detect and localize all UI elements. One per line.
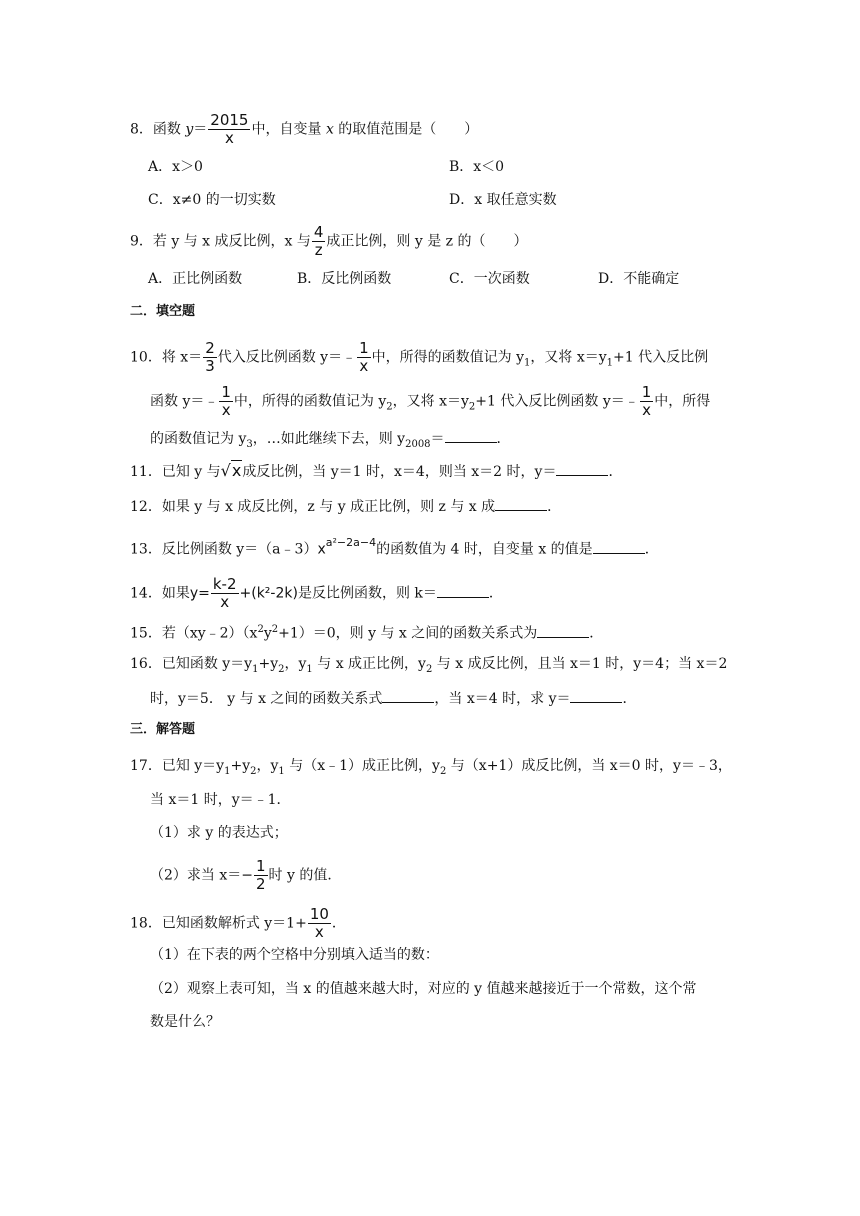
question-18-part-2-line-2: 数是什么？ <box>150 1014 220 1030</box>
fraction: $\frac{2015}{x}$ <box>210 111 249 147</box>
square-root: √x <box>220 461 242 480</box>
question-18-part-2: （2）观察上表可知，当 x 的值越来越大时，对应的 y 值越来越接近于一个常数，这个常 <box>150 981 697 997</box>
option-b: B．x＜0 <box>449 159 505 175</box>
section-heading-fill-in: 二．填空题 <box>130 304 196 319</box>
question-17-part-2: （2）求当 x＝− $\frac{1}{2}$ 时 y 的值． <box>150 857 342 893</box>
question-10-line-2: 函数 y＝﹣ $\frac{1}{x}$ 中，所得的函数值记为 $y_2$，又将 $x=y_2+1$ 代入反比例函数 y＝﹣ $\frac{1}{x}$ 中，所得 <box>150 383 711 419</box>
question-17: 17．已知 $y=y_1+y_2$，$y_1$ 与（x﹣1）成正比例，$y_2$ 与（x+1）成反比例，当 x＝0 时，y＝﹣3， <box>130 758 732 777</box>
answer-blank[interactable] <box>556 461 608 476</box>
question-14: 14．如果y= $\frac{k-2}{x}$ +(k²-2k)是反比例函数，则 k＝ ． <box>130 575 503 611</box>
answer-blank[interactable] <box>537 623 589 638</box>
option-a: A．正比例函数 <box>148 271 243 287</box>
option-c: C．x≠0 的一切实数 <box>148 192 276 208</box>
question-13: 13．反比例函数 $y=(a﹣3)x^{a^2-2a-4}$的函数值为 4 时，自变量 x 的值是 ． <box>130 536 659 558</box>
question-18: 18．已知函数解析式 y＝1+ $\frac{10}{x}$ ． <box>130 905 346 941</box>
option-c: C．一次函数 <box>449 271 530 287</box>
option-b: B．反比例函数 <box>297 271 392 287</box>
question-10-line-3: 的函数值记为 $y_3$，…如此继续下去，则 $y_{2008}=$ ． <box>150 428 511 455</box>
question-15: 15．若$(xy﹣2)(x^2y^2+1)=0$，则 y 与 x 之间的函数关系式为 ． <box>130 624 604 642</box>
answer-blank[interactable] <box>495 496 547 511</box>
question-16-line-2: 时，y＝5． y 与 x 之间的函数关系式 ，当 x＝4 时，求 y＝ ． <box>150 688 636 709</box>
section-heading-answer: 三．解答题 <box>130 722 196 737</box>
answer-blank[interactable] <box>593 539 645 554</box>
question-8: 8．函数 y＝ $\frac{2015}{x}$ 中，自变量 x 的取值范围是（ ） <box>130 111 479 147</box>
question-9: 9．若 y 与 x 成反比例，x 与 $\frac{4}{z}$ 成正比例，则 y 是 z 的（ ） <box>130 223 528 259</box>
answer-blank[interactable] <box>382 688 434 703</box>
fraction: $\frac{4}{z}$ <box>313 223 324 259</box>
question-11: 11．已知 y 与√x成反比例，当 y＝1 时，x＝4，则当 x＝2 时，y＝ ． <box>130 461 623 480</box>
answer-blank[interactable] <box>437 583 489 598</box>
option-d: D．不能确定 <box>598 271 680 287</box>
option-a: A．x＞0 <box>148 159 203 175</box>
question-17-part-1: （1）求 y 的表达式； <box>150 825 288 841</box>
question-10: 10．将 x＝ $\frac{2}{3}$ 代入反比例函数 y＝﹣ $\frac{1}{x}$ 中，所得的函数值记为 $y_1$，又将 $x=y_1+1$ 代入反比例 <box>130 339 709 375</box>
question-number: 8． <box>130 121 153 138</box>
question-18-part-1: （1）在下表的两个空格中分别填入适当的数： <box>150 947 439 963</box>
question-16: 16．已知函数 $y=y_1+y_2$，$y_1$ 与 x 成正比例，$y_2$ 与 x 成反比例，且当 x＝1 时，y＝4；当 x＝2 <box>130 656 728 675</box>
question-17-line-2: 当 x＝1 时，y＝﹣1． <box>150 792 291 808</box>
option-d: D．x 取任意实数 <box>449 192 557 208</box>
answer-blank[interactable] <box>570 688 622 703</box>
answer-blank[interactable] <box>445 428 497 443</box>
question-12: 12．如果 y 与 x 成反比例，z 与 y 成正比例，则 z 与 x 成 ． <box>130 496 561 517</box>
